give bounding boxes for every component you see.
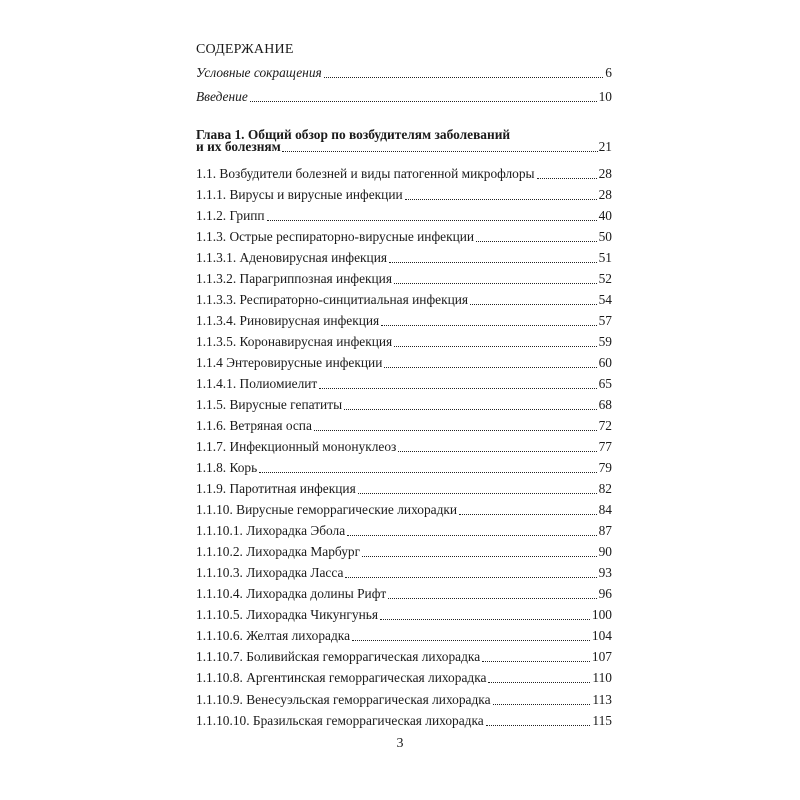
toc-entry-page: 77 xyxy=(598,439,612,454)
toc-entry[interactable] xyxy=(196,183,612,203)
toc-entry-label: Введение xyxy=(196,89,248,104)
toc-entry-page: 28 xyxy=(598,166,612,181)
toc-entry-label: 1.1.10.3. Лихорадка Ласса xyxy=(196,565,344,580)
toc-entry-page: 59 xyxy=(598,334,612,349)
toc-entry[interactable] xyxy=(196,267,612,287)
toc-entry-page: 65 xyxy=(598,376,612,391)
toc-entry[interactable] xyxy=(196,204,612,224)
toc-entry-label: 1.1. Возбудители болезней и виды патогенной микрофлоры xyxy=(196,166,535,181)
toc-entry-label: 1.1.3.1. Аденовирусная инфекция xyxy=(196,250,388,265)
chapter-heading-line2: и их болезням xyxy=(196,139,281,154)
toc-entry[interactable] xyxy=(196,498,612,518)
toc-entry-label: 1.1.2. Грипп xyxy=(196,208,265,223)
toc-entry-page: 100 xyxy=(591,607,612,622)
dot-leader xyxy=(362,555,596,557)
toc-entry-label: 1.1.10.2. Лихорадка Марбург xyxy=(196,544,361,559)
dot-leader xyxy=(381,324,596,326)
toc-entry-page: 40 xyxy=(598,208,612,223)
toc-entry-label: 1.1.5. Вирусные гепатиты xyxy=(196,397,343,412)
toc-entry-page: 52 xyxy=(598,271,612,286)
toc-entry-label: 1.1.3.4. Риновирусная инфекция xyxy=(196,313,380,328)
dot-leader xyxy=(380,618,590,620)
toc-entry[interactable] xyxy=(196,393,612,413)
toc-entry[interactable] xyxy=(196,603,612,623)
toc-entry-page: 104 xyxy=(591,628,612,643)
toc-entry-label: 1.1.10.4. Лихорадка долины Рифт xyxy=(196,586,387,601)
toc-entry-label: 1.1.1. Вирусы и вирусные инфекции xyxy=(196,187,403,202)
toc-entry[interactable] xyxy=(196,414,612,434)
dot-leader xyxy=(319,387,596,389)
toc-entry-page: 72 xyxy=(598,418,612,433)
toc-entry-label: 1.1.10. Вирусные геморрагические лихорадки xyxy=(196,502,458,517)
toc-entry-page: 60 xyxy=(598,355,612,370)
dot-leader xyxy=(282,150,598,152)
toc-entry[interactable] xyxy=(196,288,612,308)
dot-leader xyxy=(347,534,596,536)
chapter-heading-line1: Глава 1. Общий обзор по возбудителям заболеваний xyxy=(196,127,511,142)
toc-entry-label: 1.1.3.5. Коронавирусная инфекция xyxy=(196,334,393,349)
toc-title: СОДЕРЖАНИЕ xyxy=(196,42,294,57)
toc-entry[interactable] xyxy=(196,61,612,81)
toc-entry[interactable] xyxy=(196,624,612,644)
toc-entry[interactable] xyxy=(196,519,612,539)
dot-leader xyxy=(250,100,597,102)
toc-entry[interactable] xyxy=(196,162,612,182)
dot-leader xyxy=(394,282,597,284)
chapter-heading-row[interactable] xyxy=(196,139,612,155)
dot-leader xyxy=(384,366,596,368)
dot-leader xyxy=(324,76,604,78)
toc-entry[interactable] xyxy=(196,246,612,266)
dot-leader xyxy=(267,219,597,221)
toc-entry[interactable] xyxy=(196,666,612,686)
chapter-page-number: 21 xyxy=(598,139,612,154)
toc-entry-page: 28 xyxy=(598,187,612,202)
toc-entry-page: 107 xyxy=(591,649,612,664)
dot-leader xyxy=(459,513,597,515)
toc-entry[interactable] xyxy=(196,688,612,708)
toc-entry-label: 1.1.4.1. Полиомиелит xyxy=(196,376,318,391)
toc-entry[interactable] xyxy=(196,709,612,729)
toc-entry-label: 1.1.4 Энтеровирусные инфекции xyxy=(196,355,383,370)
toc-entry-label: 1.1.10.6. Желтая лихорадка xyxy=(196,628,351,643)
toc-entry-page: 10 xyxy=(598,89,612,104)
toc-entry-page: 54 xyxy=(598,292,612,307)
toc-entry-page: 82 xyxy=(598,481,612,496)
toc-entry-label: 1.1.10.10. Бразильская геморрагическая лихорадка xyxy=(196,713,484,728)
dot-leader xyxy=(259,471,596,473)
toc-entry[interactable] xyxy=(196,561,612,581)
toc-entry-page: 113 xyxy=(592,692,612,707)
toc-entry-label: 1.1.10.8. Аргентинская геморрагическая лихорадка xyxy=(196,670,487,685)
toc-entry-page: 90 xyxy=(598,544,612,559)
dot-leader xyxy=(388,597,596,599)
dot-leader xyxy=(488,681,590,683)
toc-entry[interactable] xyxy=(196,309,612,329)
toc-entry-label: 1.1.3.3. Респираторно-синцитиальная инфекция xyxy=(196,292,469,307)
page-number: 3 xyxy=(396,736,404,751)
dot-leader xyxy=(344,408,597,410)
toc-entry-label: 1.1.10.7. Боливийская геморрагическая лихорадка xyxy=(196,649,481,664)
toc-entry-page: 110 xyxy=(592,670,612,685)
toc-entry-page: 50 xyxy=(598,229,612,244)
toc-entry-label: 1.1.3. Острые респираторно-вирусные инфекции xyxy=(196,229,475,244)
toc-entry-page: 96 xyxy=(598,586,612,601)
toc-entry-page: 84 xyxy=(598,502,612,517)
toc-entry-label: 1.1.6. Ветряная оспа xyxy=(196,418,312,433)
dot-leader xyxy=(358,492,597,494)
toc-entry[interactable] xyxy=(196,456,612,476)
dot-leader xyxy=(405,198,597,200)
toc-entry-page: 115 xyxy=(592,713,612,728)
dot-leader xyxy=(394,345,596,347)
toc-entry[interactable] xyxy=(196,351,612,371)
toc-entry-page: 51 xyxy=(598,250,612,265)
toc-entry-page: 68 xyxy=(598,397,612,412)
toc-entry-page: 93 xyxy=(598,565,612,580)
dot-leader xyxy=(314,429,597,431)
toc-entry-page: 87 xyxy=(598,523,612,538)
dot-leader xyxy=(482,660,590,662)
dot-leader xyxy=(537,177,597,179)
dot-leader xyxy=(398,450,596,452)
dot-leader xyxy=(345,576,596,578)
toc-entry[interactable] xyxy=(196,85,612,105)
toc-entry-label: 1.1.8. Корь xyxy=(196,460,258,475)
toc-entry[interactable] xyxy=(196,225,612,245)
toc-entry-page: 79 xyxy=(598,460,612,475)
toc-entry[interactable] xyxy=(196,435,612,455)
toc-entry[interactable] xyxy=(196,330,612,350)
dot-leader xyxy=(493,703,591,705)
toc-entry-label: Условные сокращения xyxy=(196,65,322,80)
dot-leader xyxy=(352,639,590,641)
toc-entry-label: 1.1.7. Инфекционный мононуклеоз xyxy=(196,439,397,454)
dot-leader xyxy=(470,303,597,305)
dot-leader xyxy=(389,261,597,263)
toc-entry-label: 1.1.10.9. Венесуэльская геморрагическая лихорадка xyxy=(196,692,491,707)
toc-entry-page: 6 xyxy=(605,65,612,80)
toc-entry[interactable] xyxy=(196,540,612,560)
toc-entry-page: 57 xyxy=(598,313,612,328)
toc-entry-label: 1.1.9. Паротитная инфекция xyxy=(196,481,356,496)
toc-entry[interactable] xyxy=(196,645,612,665)
dot-leader xyxy=(486,724,591,726)
dot-leader xyxy=(476,240,597,242)
toc-entry-label: 1.1.3.2. Парагриппозная инфекция xyxy=(196,271,393,286)
toc-entry[interactable] xyxy=(196,372,612,392)
toc-entry-label: 1.1.10.1. Лихорадка Эбола xyxy=(196,523,346,538)
toc-entry-label: 1.1.10.5. Лихорадка Чикунгунья xyxy=(196,607,379,622)
toc-entry[interactable] xyxy=(196,582,612,602)
toc-entry[interactable] xyxy=(196,477,612,497)
